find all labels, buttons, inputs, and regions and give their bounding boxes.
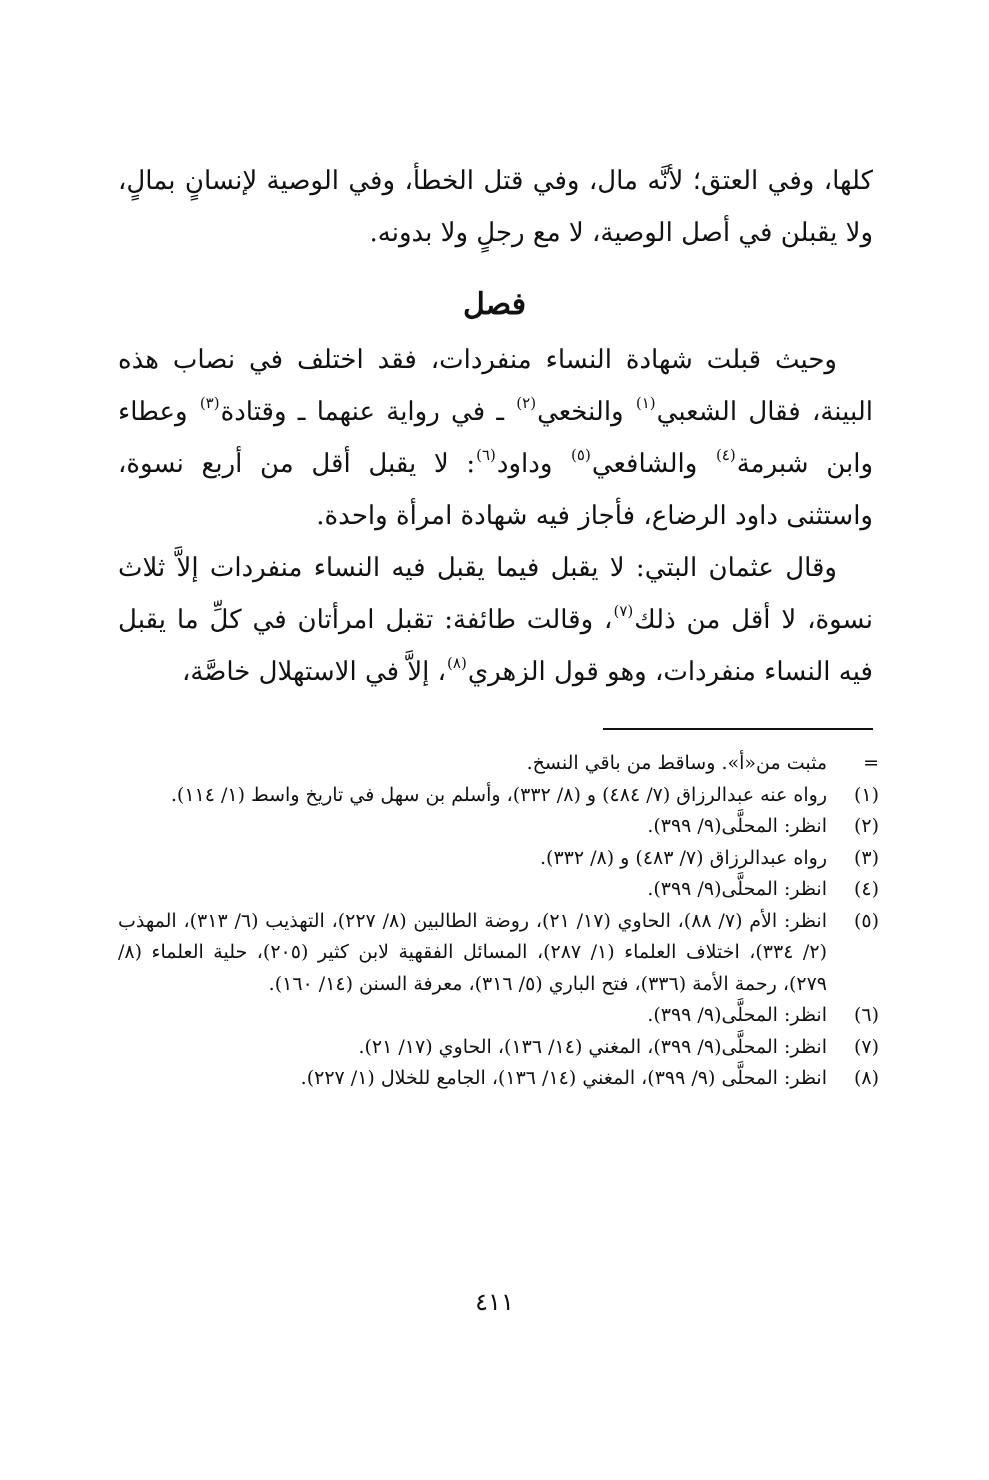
- footnote-text: انظر: الأم (٧/ ٨٨)، الحاوي (١٧/ ٢١)، روضة الطالبين (٨/ ٢٢٧)، التهذيب (٦/ ٣١٣)، المهذب (٢/ ٣٣٤)، اختلاف العلماء (١/ ٢٨٧)، المسائل الفقهية لابن كثير (٢٠٥)، حلية العلماء (٨/ ٢٧٩)، رحمة الأمة (٣٣٦)، فتح الباري (٥/ ٣١٦)، معرفة السنن (١٤/ ١٦٠).: [118, 909, 827, 995]
- footnote-text: مثبت من«أ». وساقط من باقي النسخ.: [526, 752, 827, 774]
- footnote-text: انظر: المحلَّى(٩/ ٣٩٩).: [647, 1004, 827, 1026]
- footnote-ref-2: (٢): [516, 394, 537, 412]
- paragraph-text: وداود: [496, 449, 571, 479]
- footnote-ref-4: (٤): [715, 446, 736, 464]
- footnote-ref-6: (٦): [476, 446, 496, 464]
- footnote-number: =: [863, 752, 879, 774]
- footnote-text: رواه عبدالرزاق (٧/ ٤٨٣) و (٨/ ٣٣٢).: [539, 846, 827, 869]
- footnote-text: رواه عنه عبدالرزاق (٧/ ٤٨٤) و (٨/ ٣٣٢)، وأسلم بن سهل في تاريخ واسط (١/ ١١٤).: [170, 783, 827, 806]
- paragraph-continuation: كلها، وفي العتق؛ لأنَّه مال، وفي قتل الخطأ، وفي الوصية لإنسانٍ بمالٍ، ولا يقبلن في أصل الوصية، لا مع رجلٍ ولا بدونه.: [118, 166, 873, 248]
- footnote-ref-7: (٧): [613, 602, 634, 620]
- footnote-number: (٧): [853, 1035, 879, 1058]
- footnote-text: انظر: المحلَّى(٩/ ٣٩٩).: [647, 878, 827, 900]
- footnote-number: (١): [853, 783, 879, 806]
- footnote: [118, 748, 879, 780]
- page-number: ٤١١: [475, 1288, 514, 1316]
- footnote-ref-3: (٣): [199, 394, 220, 412]
- footnote: [118, 811, 879, 843]
- paragraph-text: ، إلاَّ في الاستهلال خاصَّة،: [181, 657, 447, 687]
- footnote-number: (٨): [853, 1067, 879, 1089]
- footnote-number: (٣): [853, 846, 879, 869]
- paragraph-text: وعطاء وابن شبرمة: [118, 397, 874, 479]
- footnote: [118, 1000, 879, 1032]
- footnote-number: (٥): [853, 909, 879, 932]
- footnote-number: (٢): [853, 815, 879, 837]
- footnote-ref-8: (٨): [447, 654, 467, 672]
- footnote-ref-5: (٥): [571, 446, 591, 464]
- footnote-text: انظر: المحلَّى (٩/ ٣٩٩)، المغني (١٤/ ١٣٦)، الجامع للخلال (١/ ٢٢٧).: [300, 1067, 827, 1089]
- paragraph-text: والشافعي: [591, 449, 715, 479]
- footnote: [118, 780, 879, 812]
- paragraph-text: وقال عثمان البتي: لا يقبل فيما يقبل فيه النساء منفردات إلاَّ ثلاث نسوة، لا أقل من ذلك: [118, 553, 873, 635]
- footnote: [118, 1063, 879, 1095]
- footnote: [118, 906, 879, 1001]
- paragraph-text: : لا يقبل أقل من أربع نسوة، واستثنى داود الرضاع، فأجاز فيه شهادة امرأة واحدة.: [118, 449, 873, 531]
- footnote-ref-1: (١): [635, 394, 656, 412]
- footnote-number: (٤): [853, 878, 879, 900]
- footnotes: [118, 748, 879, 1095]
- paragraph-text: وحيث قبلت شهادة النساء منفردات، فقد اختلف في نصاب هذه البينة، فقال الشعبي: [118, 345, 873, 427]
- paragraph-text: ـ في رواية عنهما ـ وقتادة: [220, 397, 516, 427]
- paragraph-witness-quorum: [118, 334, 873, 542]
- paragraph-text: ، وقالت طائفة: تقبل امرأتان في كلِّ ما يقبل فيه النساء منفردات، وهو قول الزهري: [118, 605, 873, 687]
- paragraph-text: والنخعي: [537, 397, 635, 427]
- paragraph-othman-albatti: [118, 542, 873, 698]
- footnote: [118, 843, 879, 875]
- footnote: [118, 874, 879, 906]
- section-heading: فصل: [462, 287, 527, 322]
- footnote-text: انظر: المحلَّى(٩/ ٣٩٩).: [647, 815, 827, 837]
- footnote-text: انظر: المحلَّى(٩/ ٣٩٩)، المغني (١٤/ ١٣٦)، الحاوي (١٧/ ٢١).: [358, 1035, 827, 1058]
- footnote: [118, 1032, 879, 1064]
- footnote-number: (٦): [853, 1004, 879, 1026]
- footnote-divider: [603, 728, 873, 730]
